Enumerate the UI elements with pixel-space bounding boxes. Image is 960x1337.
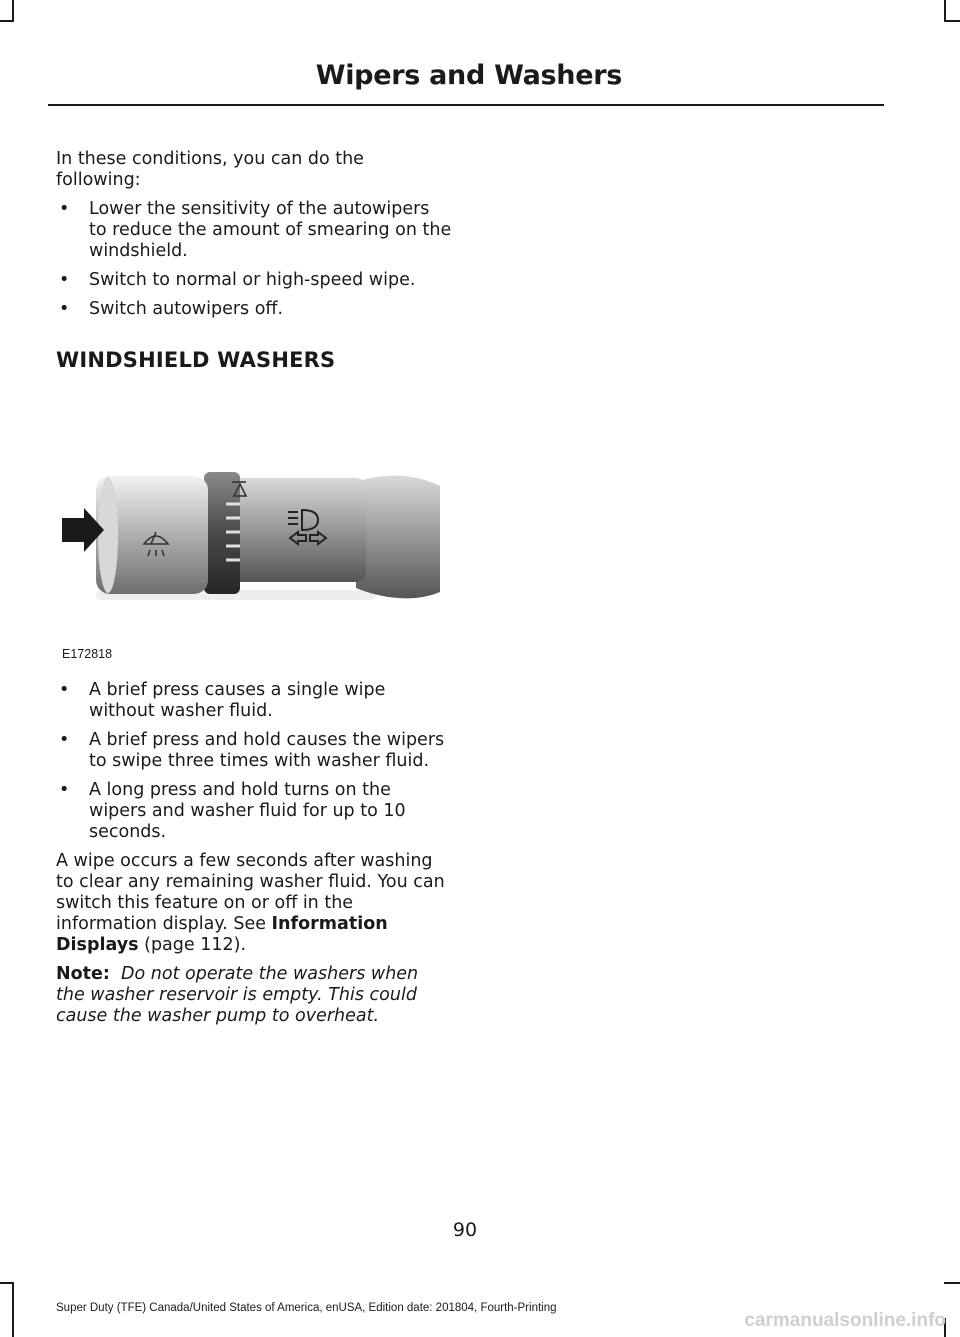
bullet-dot: • (59, 199, 70, 219)
list-item-text: Switch to normal or high-speed wipe. (89, 270, 416, 290)
page-reference: (page 112). (138, 935, 247, 955)
list-item-text: Switch autowipers off. (89, 299, 284, 319)
list-item-text: Lower the sensitivity of the autowipers to reduce the amount of smearing on the windshield. (89, 199, 452, 261)
list-item (56, 730, 452, 772)
crop-mark (944, 20, 960, 22)
note-label: Note: (56, 964, 110, 984)
list-item (56, 680, 452, 722)
note (56, 964, 452, 1027)
washer-section (56, 680, 452, 1027)
bullet-dot: • (59, 680, 70, 700)
title-rule (48, 104, 884, 106)
bullet-dot: • (59, 299, 70, 319)
figure-label: E172818 (62, 647, 113, 661)
bullet-dot: • (59, 780, 70, 800)
crop-mark (944, 1282, 960, 1284)
note-text: Do not operate the washers when the washer reservoir is empty. This could cause the washer pump to overheat. (56, 964, 419, 1026)
watermark: carmanualsonline.info (744, 1310, 946, 1331)
crop-mark (0, 20, 14, 22)
list-item (56, 199, 452, 262)
crop-mark (12, 0, 14, 22)
cross-reference-link[interactable]: Information Displays (56, 914, 388, 955)
paragraph-text: A wipe occurs a few seconds after washing to clear any remaining washer fluid. You can switch this feature on or off in the information display. See (56, 851, 445, 934)
crop-mark (0, 1282, 14, 1284)
bullet-dot: • (59, 270, 70, 290)
crop-mark (12, 1282, 14, 1337)
wipe-after-wash-paragraph (56, 851, 452, 956)
footer-text: Super Duty (TFE) Canada/United States of America, enUSA, Edition date: 201804, Fourth-Printing (56, 1302, 557, 1314)
list-item-text: A brief press and hold causes the wipers to swipe three times with washer fluid. (89, 730, 445, 771)
list-item (56, 780, 452, 843)
page-title: Wipers and Washers (315, 60, 622, 91)
list-item (56, 270, 452, 291)
crop-mark (944, 0, 946, 22)
list-item (56, 299, 452, 320)
bullet-dot: • (59, 730, 70, 750)
list-item-text: A long press and hold turns on the wipers and washer fluid for up to 10 seconds. (89, 780, 406, 842)
intro-lead: In these conditions, you can do the following: (56, 149, 364, 190)
intro-section (56, 149, 452, 320)
list-item-text: A brief press causes a single wipe without washer fluid. (89, 680, 386, 721)
wiper-stalk-illustration (56, 464, 440, 614)
page-number: 90 (452, 1219, 478, 1241)
press-arrow-icon (62, 508, 104, 552)
stalk-shaft (356, 476, 440, 599)
section-heading: WINDSHIELD WASHERS (56, 348, 336, 372)
